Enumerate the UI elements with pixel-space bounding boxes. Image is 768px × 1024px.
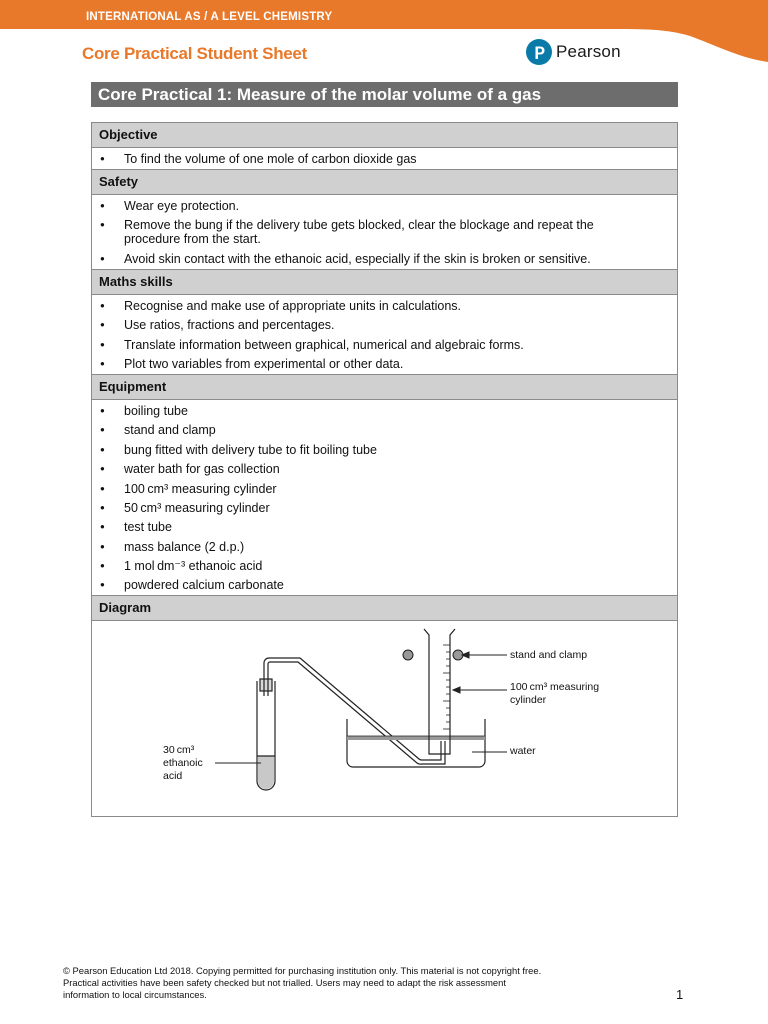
pearson-logo — [526, 39, 621, 65]
list-item: ● Use ratios, fractions and percentages. — [92, 318, 677, 332]
list-item: ● Recognise and make use of appropriate units in calculations. — [92, 299, 677, 313]
list-item: ● 100 cm³ measuring cylinder — [92, 482, 677, 496]
footer-notice — [63, 965, 653, 1001]
clamp-boss-left — [403, 650, 413, 660]
equipment-heading: Equipment — [92, 375, 677, 400]
footer-line: © Pearson Education Ltd 2018. Copying permitted for purchasing institution only. This material is not copyright free. — [63, 965, 542, 976]
page-number: 1 — [676, 987, 684, 1002]
list-item: ● Avoid skin contact with the ethanoic acid, especially if the skin is broken or sensitive. — [92, 252, 677, 266]
list-item: ● Plot two variables from experimental or other data. — [92, 357, 677, 371]
list-item: ● To find the volume of one mole of carbon dioxide gas — [92, 152, 677, 166]
measuring-cylinder — [424, 629, 455, 754]
footer-line: Practical activities have been safety checked but not trialled. Users may need to adapt the risk assessment — [63, 977, 506, 988]
list-item: ● mass balance (2 d.p.) — [92, 540, 677, 554]
label-acid-line3: acid — [163, 770, 183, 783]
list-item: ● water bath for gas collection — [92, 462, 677, 476]
list-item: ● boiling tube — [92, 404, 677, 418]
label-cylinder-line2: cylinder — [510, 694, 547, 707]
list-item: ● test tube — [92, 520, 677, 534]
objective-heading: Objective — [92, 123, 677, 148]
safety-heading: Safety — [92, 170, 677, 195]
label-acid-line1: 30 cm³ — [163, 744, 195, 757]
ethanoic-acid-fill — [258, 756, 274, 789]
list-item: ● bung fitted with delivery tube to fit boiling tube — [92, 443, 677, 457]
maths-heading: Maths skills — [92, 270, 677, 295]
label-cylinder-line1: 100 cm³ measuring — [510, 681, 600, 694]
bung — [260, 679, 272, 691]
water-bath — [347, 719, 485, 767]
diagram-heading: Diagram — [92, 596, 677, 621]
safety-section — [92, 195, 677, 270]
practical-title: Core Practical 1: Measure of the molar volume of a gas — [91, 82, 678, 107]
label-acid-line2: ethanoic — [163, 757, 203, 770]
list-item: ● Translate information between graphical, numerical and algebraic forms. — [92, 338, 677, 352]
list-item: ● stand and clamp — [92, 423, 677, 437]
series-label: INTERNATIONAL AS / A LEVEL CHEMISTRY — [86, 11, 333, 23]
apparatus-diagram — [92, 621, 677, 816]
list-item: ● 50 cm³ measuring cylinder — [92, 501, 677, 515]
sheet-title: Core Practical Student Sheet — [82, 44, 307, 63]
footer-line: information to local circumstances. — [63, 989, 207, 1000]
equipment-section — [92, 400, 677, 597]
list-item: ● powdered calcium carbonate — [92, 578, 677, 592]
list-item: ● Wear eye protection. — [92, 199, 677, 213]
label-water: water — [510, 745, 536, 758]
brand-name: Pearson — [556, 42, 621, 61]
objective-section — [92, 148, 677, 170]
cylinder-graduations — [443, 645, 450, 729]
list-item: ● 1 mol dm⁻³ ethanoic acid — [92, 559, 677, 573]
label-stand-and-clamp: stand and clamp — [510, 649, 588, 662]
maths-section — [92, 295, 677, 375]
list-item: ● Remove the bung if the delivery tube gets blocked, clear the blockage and repeat the procedure from the start. — [92, 218, 677, 246]
pearson-p-icon — [526, 39, 552, 65]
practical-table — [91, 122, 678, 817]
